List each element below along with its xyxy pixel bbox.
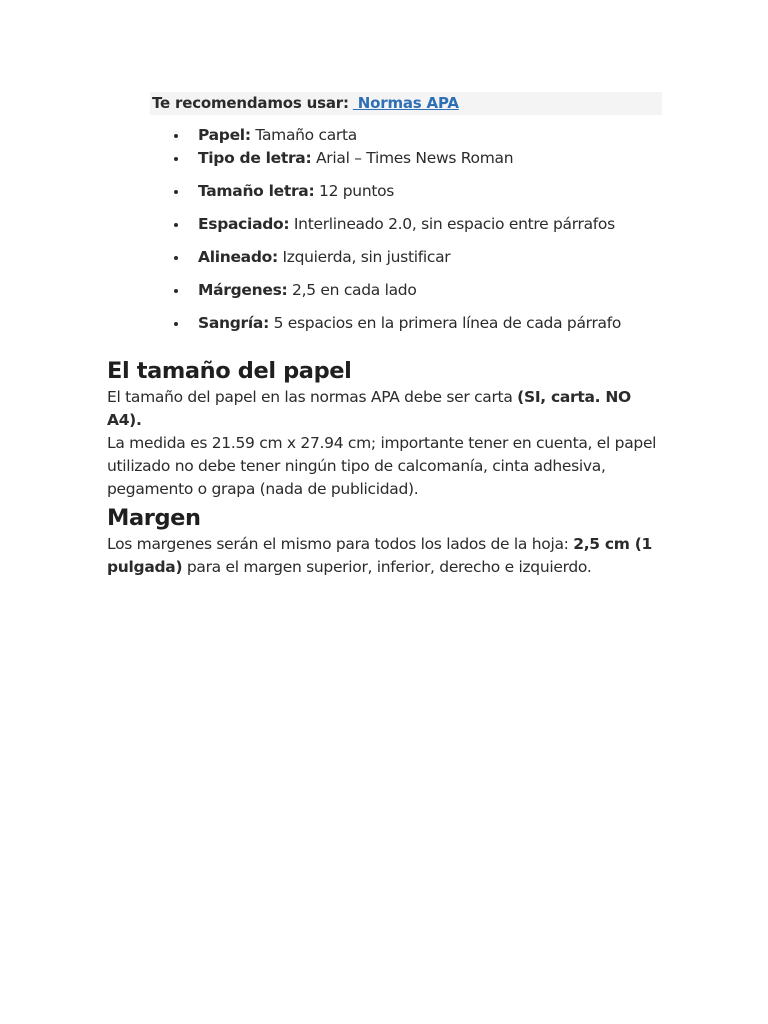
recommendation-banner: [150, 92, 662, 115]
paper-measure-paragraph: La medida es 21.59 cm x 27.94 cm; importante tener en cuenta, el papel utilizado no debe tener ningún tipo de calcomanía, cinta adhesiva, pegamento o grapa (nada de publicidad).: [107, 434, 657, 498]
spec-key: Alineado:: [198, 248, 278, 266]
spec-value: 12 puntos: [314, 182, 395, 200]
spec-key: Tamaño letra:: [198, 182, 315, 200]
spec-value: Arial – Times News Roman: [311, 149, 514, 167]
margin-paragraph: [107, 533, 667, 579]
margin-section: [107, 503, 667, 579]
format-specs-list: [168, 124, 621, 335]
spec-key: Tipo de letra:: [198, 149, 312, 167]
spec-item-font-size: [168, 180, 621, 203]
spec-key: Márgenes:: [198, 281, 288, 299]
spec-item-indent: [168, 312, 621, 335]
bullet-icon: [174, 223, 178, 227]
spec-value: Izquierda, sin justificar: [277, 248, 451, 266]
bullet-icon: [174, 322, 178, 326]
paragraph-text: Los margenes serán el mismo para todos los lados de la hoja:: [107, 535, 574, 553]
spec-key: Sangría:: [198, 314, 269, 332]
bullet-icon: [174, 190, 178, 194]
spec-item-paper: [168, 124, 621, 147]
spec-item-spacing: [168, 213, 621, 236]
normas-apa-link[interactable]: Normas APA: [352, 94, 459, 112]
spec-key: Papel:: [198, 126, 251, 144]
spec-item-font: [168, 147, 621, 170]
bullet-icon: [174, 256, 178, 260]
paragraph-emphasis: 2,5 cm (1 pulgada): [107, 535, 652, 576]
spec-value: 2,5 en cada lado: [287, 281, 417, 299]
paper-size-paragraph: [107, 386, 667, 432]
spec-key: Espaciado:: [198, 215, 290, 233]
paragraph-text: para el margen superior, inferior, derecho e izquierdo.: [182, 558, 592, 576]
bullet-icon: [174, 289, 178, 293]
spec-item-margins: [168, 279, 621, 302]
paragraph-emphasis: (SI, carta. NO A4).: [107, 388, 631, 429]
bullet-icon: [174, 157, 178, 161]
paper-size-section: [107, 356, 667, 501]
spec-value: Tamaño carta: [250, 126, 357, 144]
recommendation-label: Te recomendamos usar:: [152, 94, 349, 112]
bullet-icon: [174, 134, 178, 138]
spec-value: 5 espacios en la primera línea de cada párrafo: [268, 314, 622, 332]
section-heading: Margen: [107, 505, 201, 531]
section-heading: El tamaño del papel: [107, 358, 352, 384]
spec-value: Interlineado 2.0, sin espacio entre párrafos: [289, 215, 615, 233]
spec-item-alignment: [168, 246, 621, 269]
paragraph-text: El tamaño del papel en las normas APA debe ser carta: [107, 388, 518, 406]
